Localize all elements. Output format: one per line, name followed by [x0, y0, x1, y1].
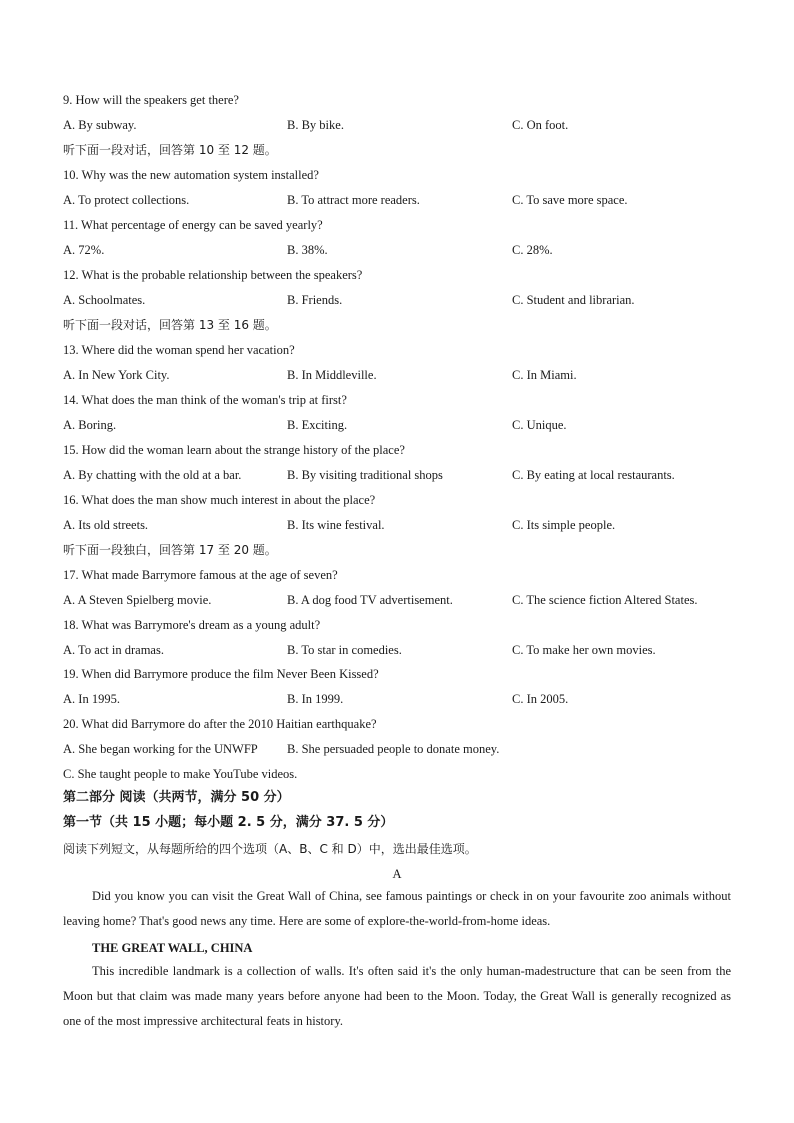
option-14a: A. Boring.	[63, 418, 117, 432]
section-heading-great-wall: THE GREAT WALL, CHINA	[92, 941, 253, 955]
part2-subtitle: 第一节（共 15 小题；每小题 2. 5 分，满分 37. 5 分）	[63, 815, 394, 830]
option-17a: A. A Steven Spielberg movie.	[63, 593, 212, 607]
option-20a: A. She began working for the UNWFP	[63, 742, 258, 756]
question-12: 12. What is the probable relationship between the speakers?	[63, 268, 363, 282]
option-17c: C. The science fiction Altered States.	[512, 593, 698, 607]
question-18: 18. What was Barrymore's dream as a young adult?	[63, 618, 321, 632]
option-13c: C. In Miami.	[512, 368, 577, 382]
question-20: 20. What did Barrymore do after the 2010 Haitian earthquake?	[63, 717, 377, 731]
option-15a: A. By chatting with the old at a bar.	[63, 468, 242, 482]
option-14b: B. Exciting.	[287, 418, 348, 432]
passage-label: A	[392, 867, 402, 881]
option-16b: B. Its wine festival.	[287, 518, 385, 532]
question-14: 14. What does the man think of the woman's trip at first?	[63, 393, 347, 407]
question-17: 17. What made Barrymore famous at the age of seven?	[63, 568, 338, 582]
option-20b: B. She persuaded people to donate money.	[287, 742, 500, 756]
option-15b: B. By visiting traditional shops	[287, 468, 443, 482]
option-17b: B. A dog food TV advertisement.	[287, 593, 453, 607]
option-10c: C. To save more space.	[512, 193, 628, 207]
option-11a: A. 72%.	[63, 243, 105, 257]
option-12c: C. Student and librarian.	[512, 293, 635, 307]
section-instruction-10-12: 听下面一段对话，回答第 10 至 12 题。	[63, 143, 277, 157]
section-instruction-13-16: 听下面一段对话，回答第 13 至 16 题。	[63, 318, 277, 332]
question-19: 19. When did Barrymore produce the film Never Been Kissed?	[63, 667, 379, 681]
option-18b: B. To star in comedies.	[287, 643, 402, 657]
option-9a: A. By subway.	[63, 118, 137, 132]
option-9c: C. On foot.	[512, 118, 569, 132]
option-11c: C. 28%.	[512, 243, 553, 257]
option-15c: C. By eating at local restaurants.	[512, 468, 675, 482]
option-14c: C. Unique.	[512, 418, 567, 432]
option-18a: A. To act in dramas.	[63, 643, 164, 657]
option-12b: B. Friends.	[287, 293, 343, 307]
passage-body: This incredible landmark is a collection of walls. It's often said it's the only human-madestructure that can be seen from the Moon but that claim was made many years before anyone had been to the Moon. Today, the Great Wall is generally recognized as one of the most impressive architectural feats in history.	[63, 964, 731, 1028]
option-12a: A. Schoolmates.	[63, 293, 146, 307]
option-10a: A. To protect collections.	[63, 193, 190, 207]
option-16a: A. Its old streets.	[63, 518, 149, 532]
passage-intro: Did you know you can visit the Great Wall of China, see famous paintings or check in on your favourite zoo animals without leaving home? That's good news any time. Here are some of explore-the-world-from-home ideas.	[63, 889, 731, 928]
option-19b: B. In 1999.	[287, 692, 344, 706]
option-20c: C. She taught people to make YouTube videos.	[63, 767, 298, 781]
question-15: 15. How did the woman learn about the strange history of the place?	[63, 443, 405, 457]
option-11b: B. 38%.	[287, 243, 328, 257]
question-11: 11. What percentage of energy can be saved yearly?	[63, 218, 323, 232]
question-9: 9. How will the speakers get there?	[63, 93, 239, 107]
question-10: 10. Why was the new automation system installed?	[63, 168, 319, 182]
part2-title: 第二部分 阅读（共两节，满分 50 分）	[63, 790, 290, 805]
reading-instruction: 阅读下列短文，从每题所给的四个选项（A、B、C 和 D）中，选出最佳选项。	[63, 842, 477, 856]
option-13b: B. In Middleville.	[287, 368, 377, 382]
option-10b: B. To attract more readers.	[287, 193, 420, 207]
question-13: 13. Where did the woman spend her vacation?	[63, 343, 295, 357]
option-19c: C. In 2005.	[512, 692, 569, 706]
question-16: 16. What does the man show much interest in about the place?	[63, 493, 376, 507]
option-18c: C. To make her own movies.	[512, 643, 656, 657]
option-16c: C. Its simple people.	[512, 518, 616, 532]
option-13a: A. In New York City.	[63, 368, 170, 382]
option-19a: A. In 1995.	[63, 692, 120, 706]
option-9b: B. By bike.	[287, 118, 344, 132]
section-instruction-17-20: 听下面一段独白，回答第 17 至 20 题。	[63, 543, 277, 557]
